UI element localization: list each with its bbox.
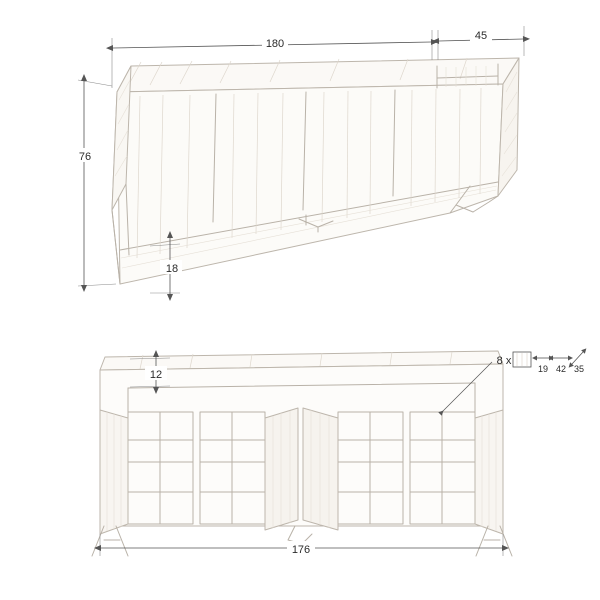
dimension-label-height: 76	[78, 151, 92, 163]
dimension-label-width: 180	[265, 38, 285, 50]
hardware-measure-diameter: 42	[555, 364, 567, 374]
view-front-open	[92, 351, 512, 556]
dimension-inner-width-176	[100, 534, 503, 556]
hardware-measure-depth: 35	[573, 364, 585, 374]
hardware-quantity-label: 8 x	[496, 355, 512, 367]
dimension-label-depth: 45	[474, 30, 488, 42]
view-perspective-closed	[112, 58, 519, 284]
dimension-depth-45	[438, 26, 524, 60]
hardware-measure-length: 19	[537, 364, 549, 374]
dimension-label-leg: 18	[165, 263, 179, 275]
dimension-height-76	[74, 80, 116, 286]
dimension-label-inner-width: 176	[291, 544, 311, 556]
dimension-label-top-overhang: 12	[149, 369, 163, 381]
